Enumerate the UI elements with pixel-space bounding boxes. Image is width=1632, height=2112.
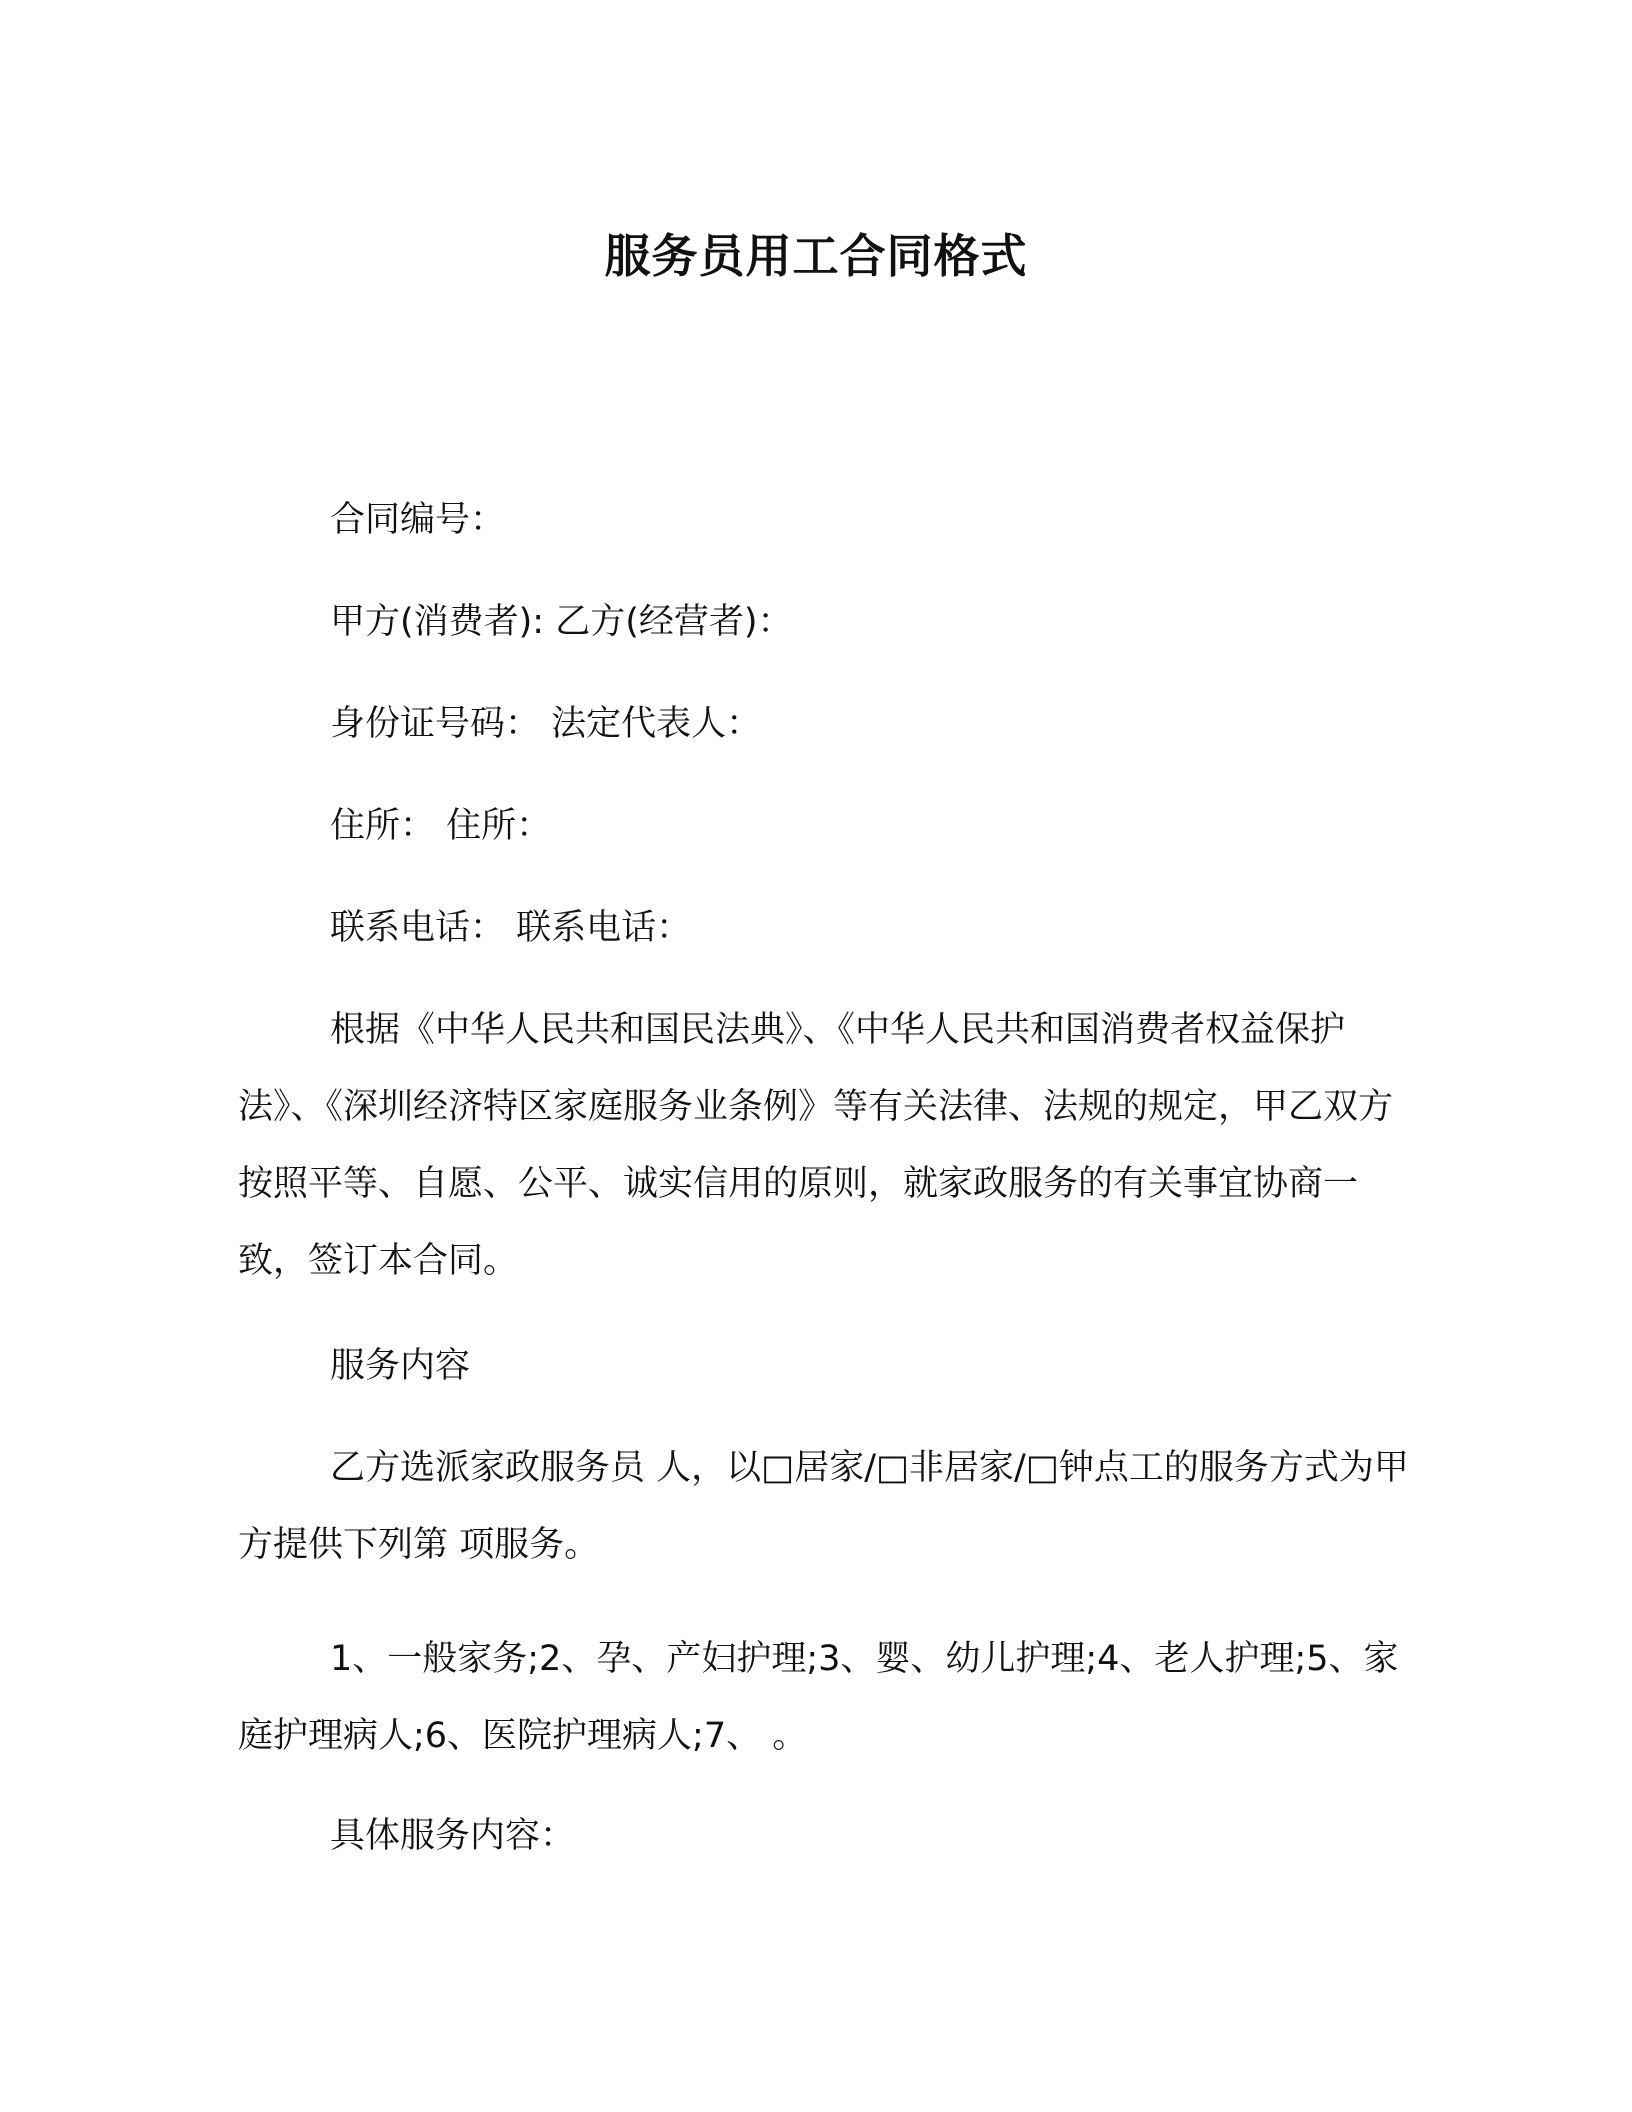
field-id-representative: 身份证号码： 法定代表人： xyxy=(330,704,762,744)
field-parties: 甲方(消费者): 乙方(经营者)： xyxy=(330,602,793,642)
specific-service-heading: 具体服务内容： xyxy=(330,1816,576,1856)
field-phone: 联系电话： 联系电话： xyxy=(330,908,692,948)
section-heading-service-content: 服务内容 xyxy=(330,1346,471,1386)
field-address: 住所： 住所： xyxy=(330,806,552,846)
service-paragraph: 乙方选派家政服务员 人，以□居家/□非居家/□钟点工的服务方式为甲方提供下列第 项服务。 xyxy=(238,1448,1409,1565)
service-items-paragraph: 1、一般家务;2、孕、产妇护理;3、婴、幼儿护理;4、老人护理;5、家庭护理病人;6、医院护理病人;7、 。 xyxy=(238,1639,1399,1756)
field-contract-number: 合同编号： xyxy=(330,500,506,540)
document-title: 服务员用工合同格式 xyxy=(604,229,1028,283)
intro-paragraph: 根据《中华人民共和国民法典》、《中华人民共和国消费者权益保护法》、《深圳经济特区家庭服务业条例》等有关法律、法规的规定，甲乙双方按照平等、自愿、公平、诚实信用的原则，就家政服务的有关事宜协商一致，签订本合同。 xyxy=(238,1010,1394,1281)
